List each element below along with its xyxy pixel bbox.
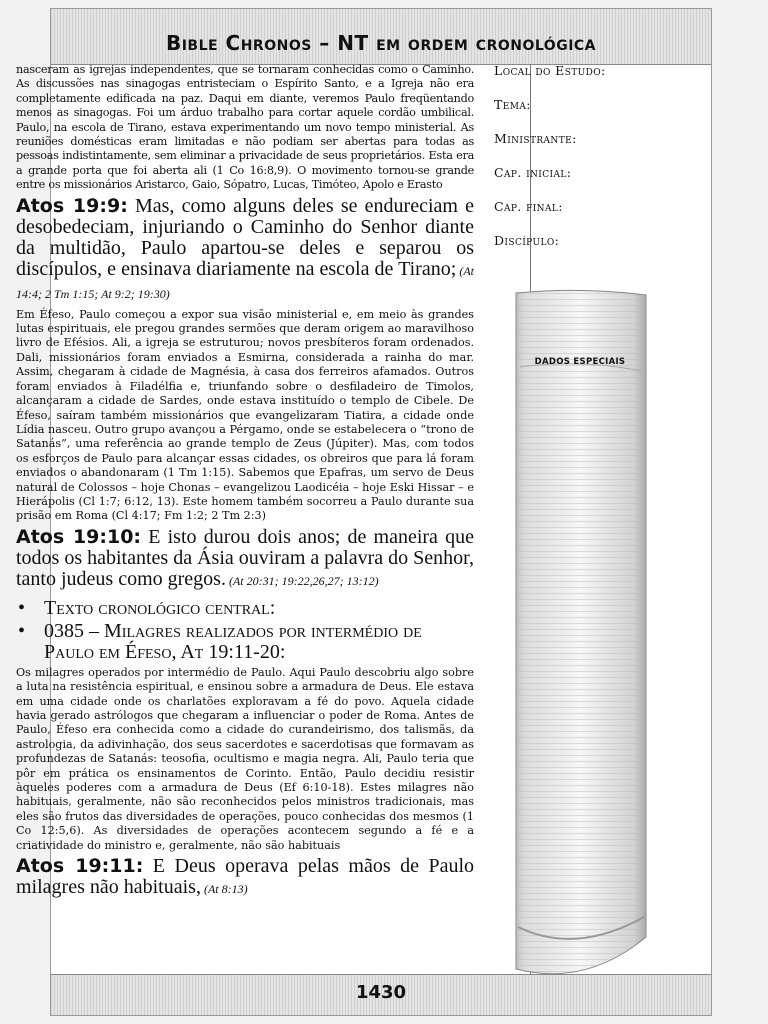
intro-paragraph: nasceram as igrejas independentes, que se tornaram conhecidas como o Caminho. As discussões nas sinagogas entristeciam o Espírito Santo, e a Igreja não era completamente edificada na paz. Daqui em diante, veremos Paulo freqüentando menos as sinagogas. Foi um árduo trabalho para cortar aquele cordão umbilical. Paulo, na escola de Tirano, estava experimentando um novo tempo ministerial. As reuniões domésticas eram limitadas e não podiam ser abertas para todas as pessoas indistintamente, sem eliminar a privacidade de seus proprietários. Esta era a grande porta que foi aberta ali (1 Co 16:8,9). O movimento tornou-se grande entre os missionários Aristarco, Gaio, Sópatro, Lucas, Timóteo, Apolo e Erasto bbox=[16, 63, 474, 192]
field-cap-inicial: Cap. inicial: bbox=[494, 165, 572, 180]
scroll-label: DADOS ESPECIAIS bbox=[534, 357, 626, 367]
field-ministrante: Ministrante: bbox=[494, 131, 577, 146]
field-tema: Tema: bbox=[494, 97, 531, 112]
commentary-paragraph: Em Éfeso, Paulo começou a expor sua visão ministerial e, em meio às grandes lutas espirituais, ele pregou grandes sermões que deram origem ao maravilhoso livro de Efésios. Ali, a igreja se estruturou; novos presbíteros foram ordenados. Dali, missionários foram enviados a Esmirna, considerada a rainha do mar. Assim, chegaram à cidade de Magnésia, à casa dos ferreiros afamados. Outros foram enviados à Filadélfia e, triunfando sobre o desfiladeiro de Timolos, alcançaram a cidade de Sardes, onde estava instituído o templo de Cibele. De Éfeso, saíram também missionários que evangelizaram Tiatira, a cidade onde Lídia nasceu. Outro grupo avançou a Pérgamo, onde se estabelecera o “trono de Satanás”, uma referência ao grande templo de Zeus (Júpiter). Mas, com todos os esforços de Paulo para alcançar essas cidades, os obreiros que para lá foram enviados o abandonaram (1 Tm 1:15). Sabemos que Epafras, um servo de Deus natural de Colossos – hoje Chonas – evangelizou Laodicéia – hoje Eski Hissar – e Hierápolis (Cl 1:7; 6:12, 13). Este homem também socorreu a Paulo durante sua prisão em Roma (Cl 4:17; Fm 1:2; 2 Tm 2:3) bbox=[16, 307, 474, 523]
bullet-item: • 0385 – Milagres realizados por intermédio de Paulo em Éfeso, At 19:11-20: bbox=[18, 619, 422, 663]
verse-reference: Atos 19:10: bbox=[16, 525, 142, 548]
bullet-icon: • bbox=[18, 619, 26, 642]
field-local-do-estudo: Local do Estudo: bbox=[494, 63, 606, 78]
verse-text: E isto durou dois anos; de maneira que todos os habitantes da Ásia ouviram a palavra do Senhor, tanto judeus como gregos. bbox=[16, 525, 474, 590]
verse-reference: Atos 19:9: bbox=[16, 194, 128, 217]
verse-atos-19-11 bbox=[16, 856, 474, 900]
footer-band bbox=[51, 974, 711, 1015]
field-discipulo: Discípulo: bbox=[494, 233, 560, 248]
cross-references: (At 20:31; 19:22,26,27; 13:12) bbox=[225, 573, 379, 588]
cross-references: (At 14:4; 2 Tm 1:15; At 9:2; 19:30) bbox=[16, 263, 474, 301]
commentary-paragraph: Os milagres operados por intermédio de Paulo. Aqui Paulo descobriu algo sobre a luta na resistência espiritual, e ensinou sobre a armadura de Deus. Ele estava em uma cidade onde os charlatões exploravam a fé do povo. Aquela cidade havia gerado astrólogos que chegaram a influenciar o poder de Roma. Antes de Paulo, Éfeso era conhecida como a cidade do curandeirismo, dos talismãs, da astrologia, da adivinhação, dos seus sacerdotes e sacerdotisas que formavam as profundezas de Satanás: teosofia, ocultismo e magia negra. Ali, Paulo teria que pôr em prática os ensinamentos de Corinto. Então, Paulo decidiu resistir àqueles poderes com a armadura de Deus (Ef 6:10-18). Estes milagres não habituais, geralmente, não são reconhecidos pelos ministros tradicionais, mas eles são frutos das diversidades de operações, pouco conhecidas dos mesmos (1 Co 12:5,6). As diversidades de operações acontecem segundo a fé e a criatividade do ministro e, geralmente, não são habituais bbox=[16, 665, 474, 852]
page-title: Bible Chronos – NT em ordem cronológica bbox=[165, 31, 597, 55]
page-number: 1430 bbox=[355, 982, 407, 1003]
cross-references: (At 8:13) bbox=[200, 882, 248, 897]
verse-atos-19-9 bbox=[16, 196, 474, 305]
field-cap-final: Cap. final: bbox=[494, 199, 563, 214]
section-headings bbox=[16, 598, 474, 663]
bullet-item: • Texto cronológico central: bbox=[18, 596, 276, 619]
verse-text: E Deus operava pelas mãos de Paulo milagres não habituais, bbox=[16, 855, 475, 899]
scroll-illustration bbox=[506, 287, 656, 977]
verse-reference: Atos 19:11: bbox=[16, 855, 144, 878]
verse-text: Mas, como alguns deles se endureciam e desobedeciam, injuriando o Caminho do Senhor diante da multidão, Paulo apartou-se deles e separou os discípulos, e ensinava diariamente na escola de Tirano; bbox=[16, 194, 474, 280]
bullet-icon: • bbox=[18, 596, 26, 619]
main-column bbox=[16, 63, 474, 903]
header-band bbox=[51, 9, 711, 65]
study-info-sidebar bbox=[494, 63, 654, 267]
verse-atos-19-10 bbox=[16, 527, 474, 592]
